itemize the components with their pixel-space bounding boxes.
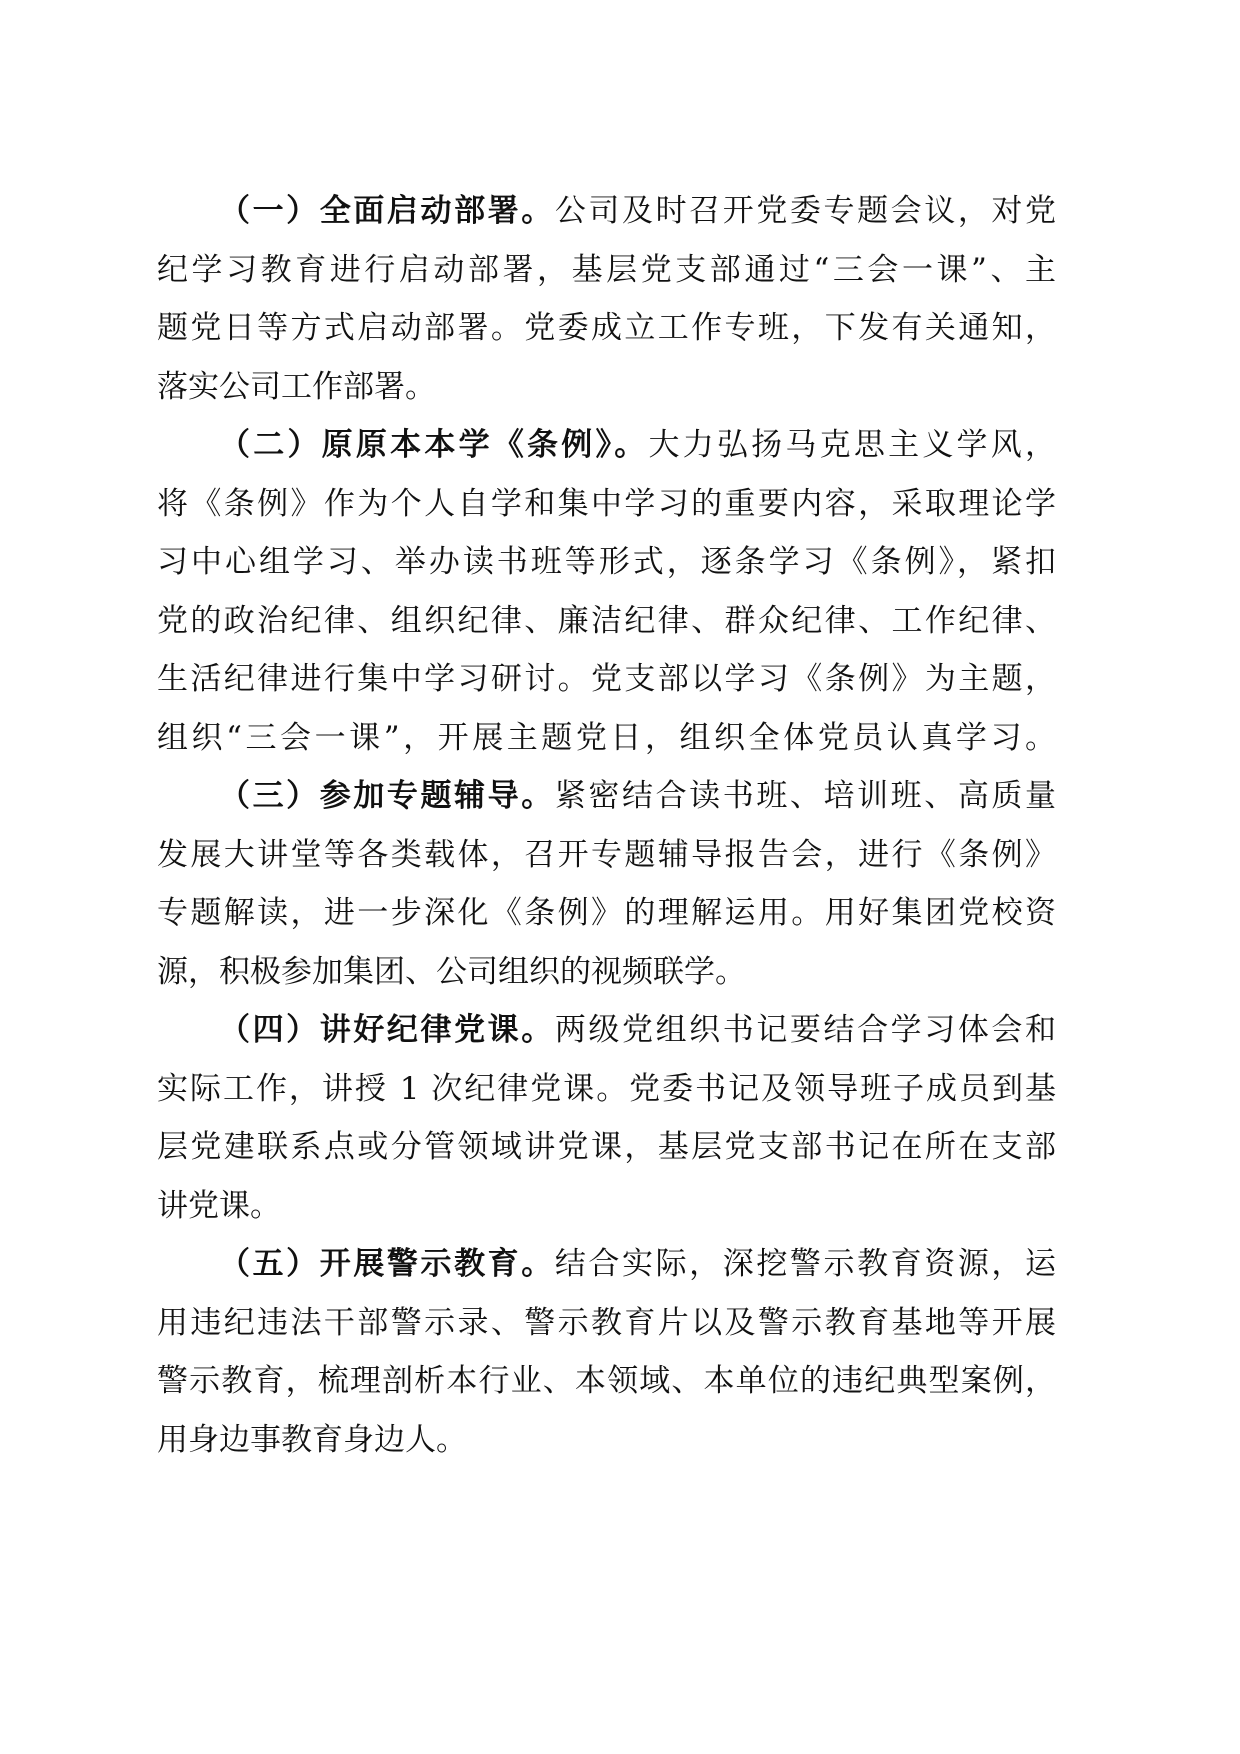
paragraph-line: 用违纪违法干部警示录、警示教育片以及警示教育基地等开展	[157, 1304, 1056, 1341]
paragraph-line: 讲党课。	[157, 1187, 281, 1224]
paragraph-line	[157, 416, 1056, 475]
paragraph-line	[157, 182, 1056, 241]
paragraph-line: 纪学习教育进行启动部署，基层党支部通过“三会一课”、主	[157, 251, 1056, 288]
paragraph-line	[157, 1235, 1056, 1294]
paragraph-2	[157, 416, 1056, 767]
paragraph-heading: （二）原原本本学《条例》。	[219, 427, 649, 463]
paragraph-text: 大力弘扬马克思主义学风，	[648, 427, 1057, 463]
paragraph-line: 题党日等方式启动部署。党委成立工作专班，下发有关通知，	[157, 310, 1056, 346]
paragraph-line: 组织“三会一课”，开展主题党日，组织全体党员认真学习。	[157, 719, 1056, 756]
paragraph-line: 用身边事教育身边人。	[157, 1421, 467, 1458]
paragraph-5	[157, 1235, 1056, 1469]
paragraph-heading: （四）讲好纪律党课。	[219, 1012, 555, 1048]
paragraph-line: 实际工作，讲授 1 次纪律党课。党委书记及领导班子成员到基	[157, 1070, 1056, 1107]
paragraph-line: 警示教育，梳理剖析本行业、本领域、本单位的违纪典型案例，	[157, 1363, 1056, 1399]
paragraph-heading: （五）开展警示教育。	[219, 1246, 555, 1282]
document-body	[157, 182, 1056, 1469]
paragraph-line: 源，积极参加集团、公司组织的视频联学。	[157, 953, 746, 990]
paragraph-1	[157, 182, 1056, 416]
paragraph-text: 两级党组织书记要结合学习体会和	[554, 1012, 1057, 1048]
paragraph-heading: （一）全面启动部署。	[219, 193, 555, 229]
paragraph-line: 专题解读，进一步深化《条例》的理解运用。用好集团党校资	[157, 895, 1056, 931]
paragraph-3	[157, 767, 1056, 1001]
paragraph-line: 党的政治纪律、组织纪律、廉洁纪律、群众纪律、工作纪律、	[157, 602, 1056, 639]
paragraph-line: 落实公司工作部署。	[157, 368, 436, 405]
paragraph-text: 紧密结合读书班、培训班、高质量	[554, 778, 1057, 814]
paragraph-line: 习中心组学习、举办读书班等形式，逐条学习《条例》，紧扣	[157, 544, 1056, 580]
paragraph-text: 结合实际，深挖警示教育资源，运	[554, 1246, 1057, 1282]
paragraph-line: 生活纪律进行集中学习研讨。党支部以学习《条例》为主题，	[157, 661, 1056, 697]
paragraph-line: 层党建联系点或分管领域讲党课，基层党支部书记在所在支部	[157, 1129, 1056, 1165]
paragraph-text: 公司及时召开党委专题会议，对党	[554, 193, 1057, 229]
paragraph-line: 将《条例》作为个人自学和集中学习的重要内容，采取理论学	[157, 485, 1056, 522]
paragraph-line: 发展大讲堂等各类载体，召开专题辅导报告会，进行《条例》	[157, 836, 1056, 873]
paragraph-heading: （三）参加专题辅导。	[219, 778, 555, 814]
paragraph-line	[157, 767, 1056, 826]
paragraph-line	[157, 1001, 1056, 1060]
paragraph-4	[157, 1001, 1056, 1235]
